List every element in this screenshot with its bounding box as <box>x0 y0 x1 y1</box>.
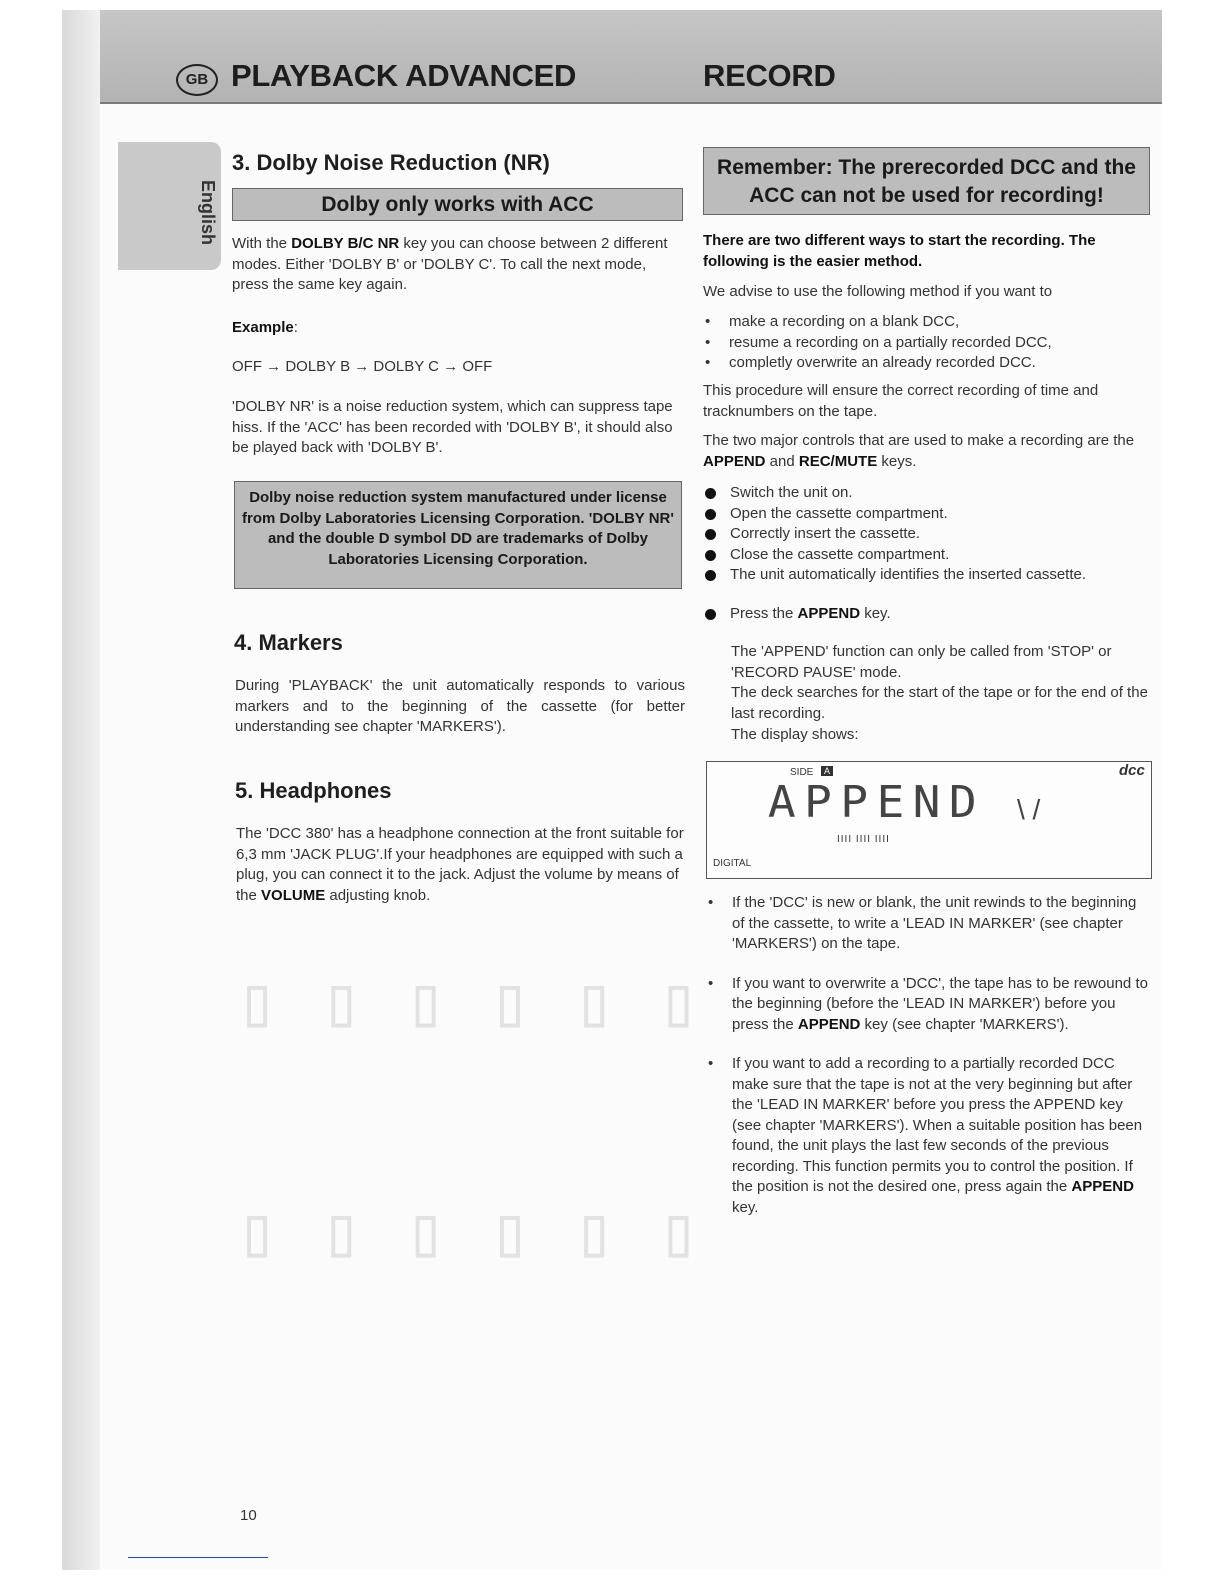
key-name: REC/MUTE <box>798 452 878 470</box>
text: The 'DCC 380' has a headphone connection at the front suitable for 6,3 mm 'JACK PLUG'.If your headphones are equipped with such a plug, you can connect it to the jack. Adjust the volume by means of the <box>236 825 684 904</box>
page-number: 10 <box>240 1507 257 1524</box>
section-3-title: 3. Dolby Noise Reduction (NR) <box>232 150 550 175</box>
section-4-title: 4. Markers <box>234 630 343 655</box>
bleed-through-decoration: ▯ ▯ ▯ ▯ ▯ ▯ <box>236 1190 700 1272</box>
step-list <box>704 483 1156 586</box>
level-bars: IIII IIII IIII <box>837 834 890 845</box>
text: Press the <box>730 605 798 622</box>
key-name: APPEND <box>703 452 766 470</box>
language-tab-label: English <box>198 180 218 246</box>
text: If you want to overwrite a 'DCC', the tape has to be rewound to the beginning (before the 'LEAD IN MARKER') before you press the <box>732 974 1148 1033</box>
list-item <box>706 1054 1151 1218</box>
text: keys. <box>877 452 917 470</box>
text: key (see chapter 'MARKERS'). <box>860 1015 1069 1033</box>
notes-list <box>706 893 1151 1218</box>
digital-label: DIGITAL <box>713 858 752 869</box>
lcd-arrows: \ / <box>1017 794 1041 825</box>
text: If you want to add a recording to a partially recorded DCC make sure that the tape is not at the very beginning but after the 'LEAD IN MARKER' before you press the APPEND key (see chapter 'MARKERS'). When a suitable position has been found, the unit plays the last few seconds of the previous recording. This function permits you to control the position. If the position is not the desired one, press again the <box>732 1055 1143 1195</box>
section-3-para-2: 'DOLBY NR' is a noise reduction system, which can suppress tape hiss. If the 'ACC' has been recorded with 'DOLBY B', it should also be played back with 'DOLBY B'. <box>232 398 673 456</box>
side-indicator: A <box>821 766 833 776</box>
ensure-text: This procedure will ensure the correct recording of time and tracknumbers on the tape. <box>703 382 1099 420</box>
section-5-para <box>236 824 688 906</box>
text: adjusting knob. <box>325 886 431 904</box>
text: and <box>765 452 799 470</box>
key-name: APPEND <box>1071 1178 1134 1195</box>
trademark-box: Dolby noise reduction system manufactured under license from Dolby Laboratories Licensing Corporation. 'DOLBY NR' and the double D symbol DD are trademarks of Dolby Laboratories Licensing Corporation. <box>234 481 682 589</box>
text: key you can choose between 2 different modes. Either 'DOLBY B' or 'DOLBY C'. To call the next mode, press the same key again. <box>232 235 668 293</box>
key-name: DOLBY B/C NR <box>291 235 400 252</box>
key-name: APPEND <box>797 605 861 622</box>
append-note: The 'APPEND' function can only be called from 'STOP' or 'RECORD PAUSE' mode. <box>731 643 1112 681</box>
text: The two major controls that are used to make a recording are the <box>703 432 1135 449</box>
display-shows-text: The display shows: <box>731 726 859 743</box>
remember-box: Remember: The prerecorded DCC and the ACC can not be used for recording! <box>703 147 1150 215</box>
section-3-para-1 <box>232 234 682 296</box>
deck-search-text: The deck searches for the start of the tape or for the end of the last recording. <box>731 684 1148 722</box>
section-4-para: During 'PLAYBACK' the unit automatically responds to various markers and to the beginning of the cassette (for better understanding see chapter 'MARKERS'). <box>235 677 685 735</box>
section-5-title: 5. Headphones <box>235 778 392 803</box>
dolby-acc-box: Dolby only works with ACC <box>232 188 683 221</box>
example-label: Example: <box>232 319 298 336</box>
gb-badge: GB <box>176 64 218 96</box>
list-item <box>706 974 1151 1036</box>
text: Example <box>232 319 294 336</box>
text: key. <box>732 1198 759 1216</box>
controls-text <box>703 431 1155 472</box>
list-item: The unit automatically identifies the inserted cassette. <box>704 565 1156 586</box>
key-name: VOLUME <box>261 886 326 904</box>
list-item: • make a recording on a blank DCC, <box>703 312 1153 333</box>
list-item: • resume a recording on a partially recorded DCC, <box>703 333 1153 354</box>
intro-bold: There are two different ways to start the recording. The following is the easier method. <box>703 232 1096 270</box>
use-list <box>703 312 1153 374</box>
list-item: • If the 'DCC' is new or blank, the unit rewinds to the beginning of the cassette, to write a 'LEAD IN MARKER' (see chapter 'MARKERS') on the tape. <box>706 893 1151 955</box>
footer-line <box>128 1557 268 1558</box>
example-sequence: OFF → DOLBY B → DOLBY C → OFF <box>232 358 493 375</box>
side-label: SIDE <box>790 767 814 778</box>
list-item: Correctly insert the cassette. <box>704 524 1156 545</box>
text: With the <box>232 235 292 252</box>
press-append-step <box>704 604 1156 625</box>
text: key. <box>860 605 891 622</box>
bleed-through-decoration: ▯ ▯ ▯ ▯ ▯ ▯ <box>236 960 700 1042</box>
header-title-right: RECORD <box>703 58 836 93</box>
lcd-display <box>706 761 1152 879</box>
list-item: • completly overwrite an already recorded DCC. <box>703 353 1153 374</box>
header-title-left: PLAYBACK ADVANCED <box>231 58 577 93</box>
list-item <box>704 604 1156 625</box>
list-item: Switch the unit on. <box>704 483 1156 504</box>
scan-shadow <box>62 10 100 1570</box>
advise-text: We advise to use the following method if you want to <box>703 283 1053 300</box>
key-name: APPEND <box>797 1015 861 1033</box>
list-item: Close the cassette compartment. <box>704 545 1156 566</box>
list-item: Open the cassette compartment. <box>704 504 1156 525</box>
dcc-logo: dcc <box>1119 762 1145 779</box>
lcd-main-text: APPEND <box>767 777 986 828</box>
